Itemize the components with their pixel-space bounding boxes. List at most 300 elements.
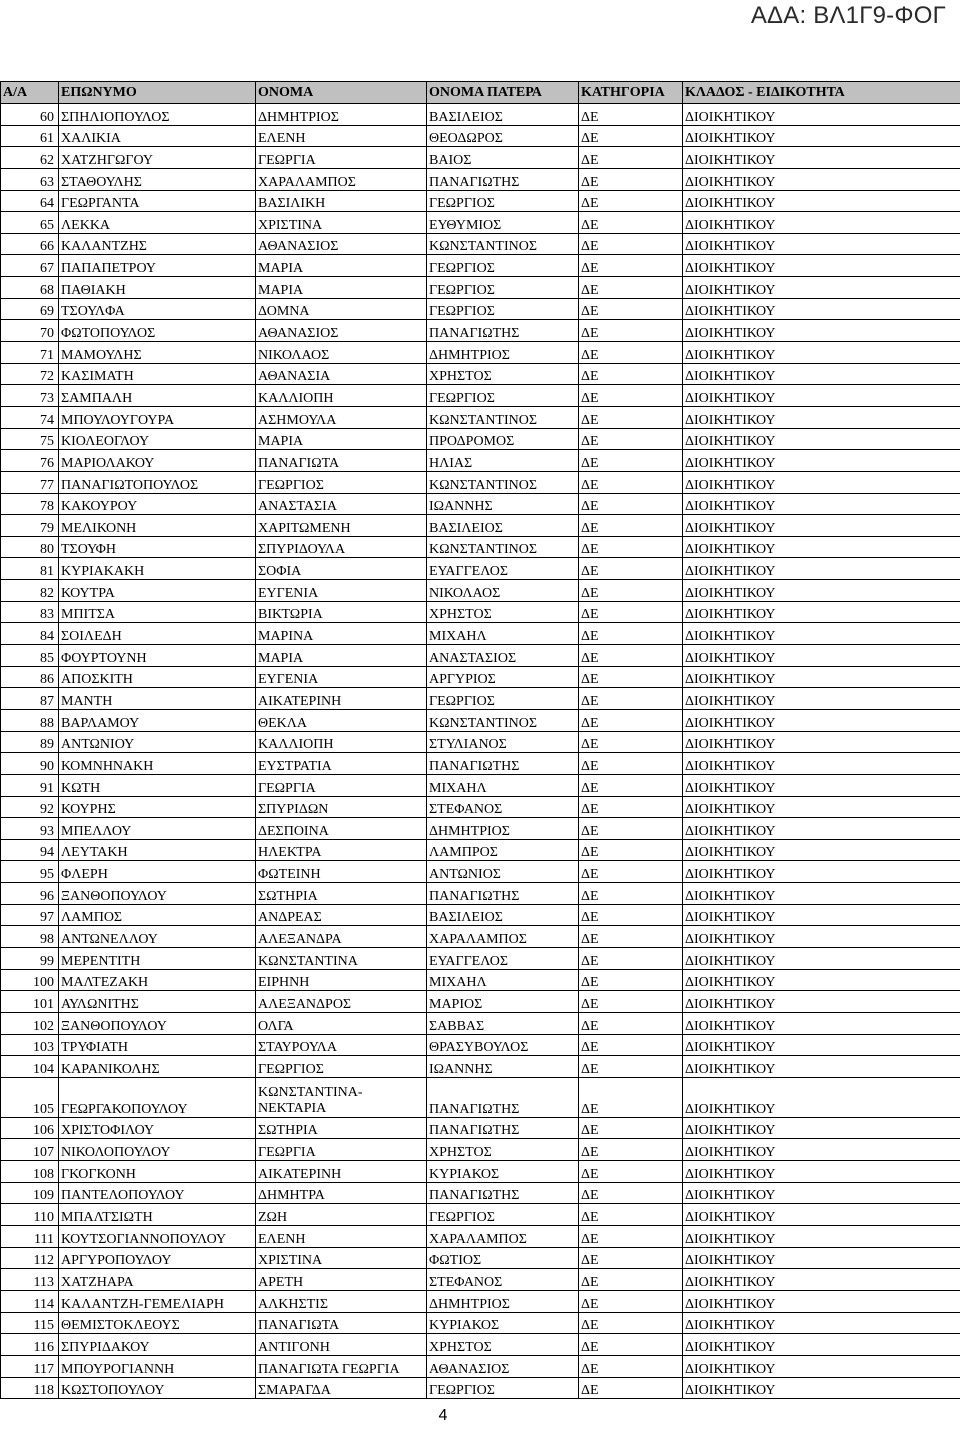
name-cell: ΕΙΡΗΝΗ xyxy=(256,969,427,991)
father-name-cell: ΒΑΣΙΛΕΙΟΣ xyxy=(427,904,579,926)
category-cell: ΔΕ xyxy=(579,1377,683,1399)
father-name-cell: ΛΑΜΠΡΟΣ xyxy=(427,839,579,861)
category-cell: ΔΕ xyxy=(579,147,683,169)
name-cell: ΑΘΑΝΑΣΙΟΣ xyxy=(256,320,427,342)
row-number: 111 xyxy=(1,1226,59,1248)
father-name-cell: ΓΕΩΡΓΙΟΣ xyxy=(427,298,579,320)
col-header-surname: ΕΠΩΝΥΜΟ xyxy=(59,82,256,104)
name-cell: ΑΘΑΝΑΣΙΑ xyxy=(256,363,427,385)
name-cell: ΦΩΤΕΙΝΗ xyxy=(256,861,427,883)
category-cell: ΔΕ xyxy=(579,320,683,342)
surname-cell: ΚΟΥΤΡΑ xyxy=(59,580,256,602)
name-cell: ΜΑΡΙΑ xyxy=(256,645,427,667)
father-name-cell: ΑΘΑΝΑΣΙΟΣ xyxy=(427,1355,579,1377)
row-number: 63 xyxy=(1,168,59,190)
name-cell: ΒΑΣΙΛΙΚΗ xyxy=(256,190,427,212)
branch-cell: ΔΙΟΙΚΗΤΙΚΟΥ xyxy=(683,493,960,515)
surname-cell: ΠΑΘΙΑΚΗ xyxy=(59,277,256,299)
surname-cell: ΛΕΥΤΑΚΗ xyxy=(59,839,256,861)
table-row xyxy=(1,1226,960,1248)
father-name-cell: ΜΙΧΑΗΛ xyxy=(427,969,579,991)
name-cell: ΕΛΕΝΗ xyxy=(256,1226,427,1248)
table-row xyxy=(1,298,960,320)
branch-cell: ΔΙΟΙΚΗΤΙΚΟΥ xyxy=(683,666,960,688)
row-number: 116 xyxy=(1,1334,59,1356)
category-cell: ΔΕ xyxy=(579,991,683,1013)
branch-cell: ΔΙΟΙΚΗΤΙΚΟΥ xyxy=(683,688,960,710)
table-row xyxy=(1,450,960,472)
surname-cell: ΓΕΩΡΓΑΚΟΠΟΥΛΟΥ xyxy=(59,1077,256,1117)
category-cell: ΔΕ xyxy=(579,471,683,493)
branch-cell: ΔΙΟΙΚΗΤΙΚΟΥ xyxy=(683,471,960,493)
branch-cell: ΔΙΟΙΚΗΤΙΚΟΥ xyxy=(683,298,960,320)
father-name-cell: ΧΡΗΣΤΟΣ xyxy=(427,1334,579,1356)
surname-cell: ΛΕΚΚΑ xyxy=(59,212,256,234)
name-cell: ΕΥΣΤΡΑΤΙΑ xyxy=(256,753,427,775)
branch-cell: ΔΙΟΙΚΗΤΙΚΟΥ xyxy=(683,1377,960,1399)
father-name-cell: ΑΝΤΩΝΙΟΣ xyxy=(427,861,579,883)
name-cell: ΑΛΚΗΣΤΙΣ xyxy=(256,1290,427,1312)
ada-code: ΑΔΑ: ΒΛ1Γ9-ΦΟΓ xyxy=(750,2,946,29)
category-cell: ΔΕ xyxy=(579,1247,683,1269)
name-cell: ΧΑΡΑΛΑΜΠΟΣ xyxy=(256,168,427,190)
table-row xyxy=(1,147,960,169)
table-row xyxy=(1,125,960,147)
category-cell: ΔΕ xyxy=(579,947,683,969)
name-cell: ΧΡΙΣΤΙΝΑ xyxy=(256,212,427,234)
table-row xyxy=(1,991,960,1013)
surname-cell: ΑΝΤΩΝΙΟΥ xyxy=(59,731,256,753)
father-name-cell: ΚΥΡΙΑΚΟΣ xyxy=(427,1312,579,1334)
surname-cell: ΜΕΛΙΚΟΝΗ xyxy=(59,515,256,537)
row-number: 76 xyxy=(1,450,59,472)
surname-cell: ΣΠΥΡΙΔΑΚΟΥ xyxy=(59,1334,256,1356)
father-name-cell: ΠΑΝΑΓΙΩΤΗΣ xyxy=(427,1077,579,1117)
staff-table xyxy=(0,81,960,1399)
surname-cell: ΓΚΟΓΚΟΝΗ xyxy=(59,1161,256,1183)
table-row xyxy=(1,1182,960,1204)
table-row xyxy=(1,1139,960,1161)
name-cell: ΚΩΝΣΤΑΝΤΙΝΑ xyxy=(256,947,427,969)
branch-cell: ΔΙΟΙΚΗΤΙΚΟΥ xyxy=(683,947,960,969)
surname-cell: ΧΑΛΙΚΙΑ xyxy=(59,125,256,147)
category-cell: ΔΕ xyxy=(579,428,683,450)
name-cell: ΗΛΕΚΤΡΑ xyxy=(256,839,427,861)
table-row xyxy=(1,1377,960,1399)
father-name-cell: ΣΤΕΦΑΝΟΣ xyxy=(427,796,579,818)
name-cell: ΣΩΤΗΡΙΑ xyxy=(256,883,427,905)
father-name-cell: ΚΩΝΣΤΑΝΤΙΝΟΣ xyxy=(427,233,579,255)
branch-cell: ΔΙΟΙΚΗΤΙΚΟΥ xyxy=(683,363,960,385)
col-header-name: ΟΝΟΜΑ xyxy=(256,82,427,104)
name-cell: ΑΣΗΜΟΥΛΑ xyxy=(256,406,427,428)
row-number: 74 xyxy=(1,406,59,428)
category-cell: ΔΕ xyxy=(579,580,683,602)
father-name-cell: ΓΕΩΡΓΙΟΣ xyxy=(427,1204,579,1226)
surname-cell: ΑΠΟΣΚΙΤΗ xyxy=(59,666,256,688)
branch-cell: ΔΙΟΙΚΗΤΙΚΟΥ xyxy=(683,796,960,818)
branch-cell: ΔΙΟΙΚΗΤΙΚΟΥ xyxy=(683,190,960,212)
father-name-cell: ΗΛΙΑΣ xyxy=(427,450,579,472)
row-number: 62 xyxy=(1,147,59,169)
category-cell: ΔΕ xyxy=(579,1226,683,1248)
name-cell: ΜΑΡΙΑ xyxy=(256,255,427,277)
category-cell: ΔΕ xyxy=(579,1204,683,1226)
surname-cell: ΞΑΝΘΟΠΟΥΛΟΥ xyxy=(59,1012,256,1034)
col-header-father-name: ΟΝΟΜΑ ΠΑΤΕΡΑ xyxy=(427,82,579,104)
name-cell: ΜΑΡΙΑ xyxy=(256,277,427,299)
table-row xyxy=(1,255,960,277)
surname-cell: ΧΑΤΖΗΑΡΑ xyxy=(59,1269,256,1291)
father-name-cell: ΓΕΩΡΓΙΟΣ xyxy=(427,1377,579,1399)
category-cell: ΔΕ xyxy=(579,623,683,645)
branch-cell: ΔΙΟΙΚΗΤΙΚΟΥ xyxy=(683,1269,960,1291)
name-cell: ΧΡΙΣΤΙΝΑ xyxy=(256,1247,427,1269)
name-cell: ΠΑΝΑΓΙΩΤΑ ΓΕΩΡΓΙΑ xyxy=(256,1355,427,1377)
name-cell: ΕΥΓΕΝΙΑ xyxy=(256,580,427,602)
branch-cell: ΔΙΟΙΚΗΤΙΚΟΥ xyxy=(683,926,960,948)
category-cell: ΔΕ xyxy=(579,731,683,753)
row-number: 101 xyxy=(1,991,59,1013)
father-name-cell: ΧΡΗΣΤΟΣ xyxy=(427,1139,579,1161)
branch-cell: ΔΙΟΙΚΗΤΙΚΟΥ xyxy=(683,1117,960,1139)
name-cell: ΓΕΩΡΓΙΑ xyxy=(256,1139,427,1161)
name-cell: ΚΩΝΣΤΑΝΤΙΝΑ-ΝΕΚΤΑΡΙΑ xyxy=(256,1077,427,1117)
surname-cell: ΜΠΙΤΣΑ xyxy=(59,601,256,623)
name-cell: ΖΩΗ xyxy=(256,1204,427,1226)
row-number: 85 xyxy=(1,645,59,667)
father-name-cell: ΑΝΑΣΤΑΣΙΟΣ xyxy=(427,645,579,667)
category-cell: ΔΕ xyxy=(579,774,683,796)
surname-cell: ΣΤΑΘΟΥΛΗΣ xyxy=(59,168,256,190)
surname-cell: ΜΠΑΛΤΣΙΩΤΗ xyxy=(59,1204,256,1226)
surname-cell: ΑΡΓΥΡΟΠΟΥΛΟΥ xyxy=(59,1247,256,1269)
category-cell: ΔΕ xyxy=(579,645,683,667)
surname-cell: ΜΠΟΥΡΟΓΙΑΝΝΗ xyxy=(59,1355,256,1377)
father-name-cell: ΓΕΩΡΓΙΟΣ xyxy=(427,255,579,277)
category-cell: ΔΕ xyxy=(579,904,683,926)
row-number: 84 xyxy=(1,623,59,645)
row-number: 87 xyxy=(1,688,59,710)
table-row xyxy=(1,558,960,580)
row-number: 103 xyxy=(1,1034,59,1056)
row-number: 108 xyxy=(1,1161,59,1183)
row-number: 73 xyxy=(1,385,59,407)
father-name-cell: ΣΤΕΦΑΝΟΣ xyxy=(427,1269,579,1291)
category-cell: ΔΕ xyxy=(579,818,683,840)
father-name-cell: ΜΙΧΑΗΛ xyxy=(427,623,579,645)
name-cell: ΑΛΕΞΑΝΔΡΑ xyxy=(256,926,427,948)
branch-cell: ΔΙΟΙΚΗΤΙΚΟΥ xyxy=(683,731,960,753)
table-row xyxy=(1,212,960,234)
branch-cell: ΔΙΟΙΚΗΤΙΚΟΥ xyxy=(683,904,960,926)
father-name-cell: ΚΥΡΙΑΚΟΣ xyxy=(427,1161,579,1183)
name-cell: ΟΛΓΑ xyxy=(256,1012,427,1034)
table-row xyxy=(1,580,960,602)
father-name-cell: ΜΙΧΑΗΛ xyxy=(427,774,579,796)
row-number: 102 xyxy=(1,1012,59,1034)
name-cell: ΔΗΜΗΤΡΑ xyxy=(256,1182,427,1204)
col-header-branch: ΚΛΑΔΟΣ - ΕΙΔΙΚΟΤΗΤΑ xyxy=(683,82,960,104)
father-name-cell: ΑΡΓΥΡΙΟΣ xyxy=(427,666,579,688)
row-number: 100 xyxy=(1,969,59,991)
table-row xyxy=(1,406,960,428)
father-name-cell: ΚΩΝΣΤΑΝΤΙΝΟΣ xyxy=(427,709,579,731)
category-cell: ΔΕ xyxy=(579,1077,683,1117)
category-cell: ΔΕ xyxy=(579,450,683,472)
table-row xyxy=(1,320,960,342)
name-cell: ΜΑΡΙΝΑ xyxy=(256,623,427,645)
category-cell: ΔΕ xyxy=(579,666,683,688)
father-name-cell: ΧΡΗΣΤΟΣ xyxy=(427,363,579,385)
surname-cell: ΚΟΥΡΗΣ xyxy=(59,796,256,818)
col-header-category: ΚΑΤΗΓΟΡΙΑ xyxy=(579,82,683,104)
row-number: 92 xyxy=(1,796,59,818)
category-cell: ΔΕ xyxy=(579,753,683,775)
name-cell: ΚΑΛΛΙΟΠΗ xyxy=(256,731,427,753)
row-number: 86 xyxy=(1,666,59,688)
surname-cell: ΑΝΤΩΝΕΛΛΟΥ xyxy=(59,926,256,948)
father-name-cell: ΧΡΗΣΤΟΣ xyxy=(427,601,579,623)
table-row xyxy=(1,233,960,255)
category-cell: ΔΕ xyxy=(579,298,683,320)
name-cell: ΑΛΕΞΑΝΔΡΟΣ xyxy=(256,991,427,1013)
surname-cell: ΘΕΜΙΣΤΟΚΛΕΟΥΣ xyxy=(59,1312,256,1334)
name-cell: ΒΙΚΤΩΡΙΑ xyxy=(256,601,427,623)
category-cell: ΔΕ xyxy=(579,536,683,558)
name-cell: ΚΑΛΛΙΟΠΗ xyxy=(256,385,427,407)
father-name-cell: ΠΑΝΑΓΙΩΤΗΣ xyxy=(427,1117,579,1139)
category-cell: ΔΕ xyxy=(579,1269,683,1291)
father-name-cell: ΣΑΒΒΑΣ xyxy=(427,1012,579,1034)
table-row xyxy=(1,493,960,515)
table-row xyxy=(1,753,960,775)
table-row xyxy=(1,1290,960,1312)
branch-cell: ΔΙΟΙΚΗΤΙΚΟΥ xyxy=(683,1226,960,1248)
table-row xyxy=(1,428,960,450)
surname-cell: ΓΕΩΡΓΑΝΤΑ xyxy=(59,190,256,212)
category-cell: ΔΕ xyxy=(579,493,683,515)
table-row xyxy=(1,1077,960,1117)
category-cell: ΔΕ xyxy=(579,969,683,991)
table-row xyxy=(1,688,960,710)
surname-cell: ΤΣΟΥΛΦΑ xyxy=(59,298,256,320)
row-number: 65 xyxy=(1,212,59,234)
branch-cell: ΔΙΟΙΚΗΤΙΚΟΥ xyxy=(683,1034,960,1056)
father-name-cell: ΠΑΝΑΓΙΩΤΗΣ xyxy=(427,320,579,342)
branch-cell: ΔΙΟΙΚΗΤΙΚΟΥ xyxy=(683,1334,960,1356)
row-number: 80 xyxy=(1,536,59,558)
category-cell: ΔΕ xyxy=(579,125,683,147)
category-cell: ΔΕ xyxy=(579,601,683,623)
name-cell: ΘΕΚΛΑ xyxy=(256,709,427,731)
branch-cell: ΔΙΟΙΚΗΤΙΚΟΥ xyxy=(683,515,960,537)
table-row xyxy=(1,623,960,645)
row-number: 91 xyxy=(1,774,59,796)
row-number: 81 xyxy=(1,558,59,580)
father-name-cell: ΚΩΝΣΤΑΝΤΙΝΟΣ xyxy=(427,536,579,558)
father-name-cell: ΧΑΡΑΛΑΜΠΟΣ xyxy=(427,1226,579,1248)
surname-cell: ΜΑΝΤΗ xyxy=(59,688,256,710)
branch-cell: ΔΙΟΙΚΗΤΙΚΟΥ xyxy=(683,1182,960,1204)
father-name-cell: ΙΩΑΝΝΗΣ xyxy=(427,493,579,515)
row-number: 89 xyxy=(1,731,59,753)
branch-cell: ΔΙΟΙΚΗΤΙΚΟΥ xyxy=(683,645,960,667)
table-row xyxy=(1,1204,960,1226)
father-name-cell: ΕΥΑΓΓΕΛΟΣ xyxy=(427,558,579,580)
row-number: 66 xyxy=(1,233,59,255)
row-number: 109 xyxy=(1,1182,59,1204)
category-cell: ΔΕ xyxy=(579,342,683,364)
name-cell: ΓΕΩΡΓΙΑ xyxy=(256,147,427,169)
surname-cell: ΧΑΤΖΗΓΩΓΟΥ xyxy=(59,147,256,169)
table-row xyxy=(1,731,960,753)
surname-cell: ΤΡΥΦΙΑΤΗ xyxy=(59,1034,256,1056)
table-row xyxy=(1,796,960,818)
category-cell: ΔΕ xyxy=(579,1334,683,1356)
father-name-cell: ΔΗΜΗΤΡΙΟΣ xyxy=(427,342,579,364)
row-number: 70 xyxy=(1,320,59,342)
row-number: 75 xyxy=(1,428,59,450)
category-cell: ΔΕ xyxy=(579,406,683,428)
branch-cell: ΔΙΟΙΚΗΤΙΚΟΥ xyxy=(683,1056,960,1078)
name-cell: ΝΙΚΟΛΑΟΣ xyxy=(256,342,427,364)
table-row xyxy=(1,1012,960,1034)
branch-cell: ΔΙΟΙΚΗΤΙΚΟΥ xyxy=(683,839,960,861)
table-row xyxy=(1,969,960,991)
row-number: 110 xyxy=(1,1204,59,1226)
row-number: 106 xyxy=(1,1117,59,1139)
category-cell: ΔΕ xyxy=(579,883,683,905)
name-cell: ΓΕΩΡΓΙΟΣ xyxy=(256,471,427,493)
category-cell: ΔΕ xyxy=(579,558,683,580)
category-cell: ΔΕ xyxy=(579,385,683,407)
branch-cell: ΔΙΟΙΚΗΤΙΚΟΥ xyxy=(683,450,960,472)
branch-cell: ΔΙΟΙΚΗΤΙΚΟΥ xyxy=(683,233,960,255)
row-number: 99 xyxy=(1,947,59,969)
name-cell: ΕΥΓΕΝΙΑ xyxy=(256,666,427,688)
table-row xyxy=(1,666,960,688)
name-cell: ΑΝΑΣΤΑΣΙΑ xyxy=(256,493,427,515)
branch-cell: ΔΙΟΙΚΗΤΙΚΟΥ xyxy=(683,1077,960,1117)
category-cell: ΔΕ xyxy=(579,1161,683,1183)
name-cell: ΠΑΝΑΓΙΩΤΑ xyxy=(256,1312,427,1334)
table-body xyxy=(1,104,960,1399)
table-row xyxy=(1,861,960,883)
table-row xyxy=(1,926,960,948)
father-name-cell: ΧΑΡΑΛΑΜΠΟΣ xyxy=(427,926,579,948)
name-cell: ΑΙΚΑΤΕΡΙΝΗ xyxy=(256,1161,427,1183)
branch-cell: ΔΙΟΙΚΗΤΙΚΟΥ xyxy=(683,277,960,299)
name-cell: ΧΑΡΙΤΩΜΕΝΗ xyxy=(256,515,427,537)
table-row xyxy=(1,104,960,126)
col-header-aa: Α/Α xyxy=(1,82,59,104)
category-cell: ΔΕ xyxy=(579,168,683,190)
category-cell: ΔΕ xyxy=(579,104,683,126)
father-name-cell: ΒΑΙΟΣ xyxy=(427,147,579,169)
surname-cell: ΚΑΛΑΝΤΖΗ-ΓΕΜΕΛΙΑΡΗ xyxy=(59,1290,256,1312)
branch-cell: ΔΙΟΙΚΗΤΙΚΟΥ xyxy=(683,1312,960,1334)
surname-cell: ΧΡΙΣΤΟΦΙΛΟΥ xyxy=(59,1117,256,1139)
surname-cell: ΜΑΜΟΥΛΗΣ xyxy=(59,342,256,364)
surname-cell: ΠΑΠΑΠΕΤΡΟΥ xyxy=(59,255,256,277)
table-row xyxy=(1,168,960,190)
surname-cell: ΚΩΤΗ xyxy=(59,774,256,796)
father-name-cell: ΙΩΑΝΝΗΣ xyxy=(427,1056,579,1078)
name-cell: ΑΝΤΙΓΟΝΗ xyxy=(256,1334,427,1356)
table-row xyxy=(1,363,960,385)
row-number: 88 xyxy=(1,709,59,731)
surname-cell: ΜΑΛΤΕΖΑΚΗ xyxy=(59,969,256,991)
surname-cell: ΛΑΜΠΟΣ xyxy=(59,904,256,926)
row-number: 104 xyxy=(1,1056,59,1078)
name-cell: ΓΕΩΡΓΙΟΣ xyxy=(256,1056,427,1078)
row-number: 118 xyxy=(1,1377,59,1399)
father-name-cell: ΝΙΚΟΛΑΟΣ xyxy=(427,580,579,602)
row-number: 115 xyxy=(1,1312,59,1334)
father-name-cell: ΕΥΘΥΜΙΟΣ xyxy=(427,212,579,234)
table-header-row xyxy=(1,82,960,104)
row-number: 68 xyxy=(1,277,59,299)
branch-cell: ΔΙΟΙΚΗΤΙΚΟΥ xyxy=(683,212,960,234)
father-name-cell: ΒΑΣΙΛΕΙΟΣ xyxy=(427,515,579,537)
row-number: 82 xyxy=(1,580,59,602)
branch-cell: ΔΙΟΙΚΗΤΙΚΟΥ xyxy=(683,623,960,645)
row-number: 113 xyxy=(1,1269,59,1291)
father-name-cell: ΔΗΜΗΤΡΙΟΣ xyxy=(427,1290,579,1312)
father-name-cell: ΠΑΝΑΓΙΩΤΗΣ xyxy=(427,753,579,775)
row-number: 96 xyxy=(1,883,59,905)
name-cell: ΔΕΣΠΟΙΝΑ xyxy=(256,818,427,840)
row-number: 79 xyxy=(1,515,59,537)
surname-cell: ΜΠΟΥΛΟΥΓΟΥΡΑ xyxy=(59,406,256,428)
name-cell: ΔΟΜΝΑ xyxy=(256,298,427,320)
table-row xyxy=(1,1334,960,1356)
father-name-cell: ΚΩΝΣΤΑΝΤΙΝΟΣ xyxy=(427,471,579,493)
table-row xyxy=(1,190,960,212)
father-name-cell: ΘΕΟΔΩΡΟΣ xyxy=(427,125,579,147)
row-number: 78 xyxy=(1,493,59,515)
branch-cell: ΔΙΟΙΚΗΤΙΚΟΥ xyxy=(683,883,960,905)
table-row xyxy=(1,277,960,299)
row-number: 94 xyxy=(1,839,59,861)
row-number: 69 xyxy=(1,298,59,320)
table-row xyxy=(1,1117,960,1139)
name-cell: ΔΗΜΗΤΡΙΟΣ xyxy=(256,104,427,126)
table-row xyxy=(1,709,960,731)
branch-cell: ΔΙΟΙΚΗΤΙΚΟΥ xyxy=(683,536,960,558)
father-name-cell: ΓΕΩΡΓΙΟΣ xyxy=(427,688,579,710)
row-number: 61 xyxy=(1,125,59,147)
table-row xyxy=(1,536,960,558)
table-row xyxy=(1,645,960,667)
table-row xyxy=(1,1247,960,1269)
name-cell: ΣΤΑΥΡΟΥΛΑ xyxy=(256,1034,427,1056)
name-cell: ΠΑΝΑΓΙΩΤΑ xyxy=(256,450,427,472)
row-number: 83 xyxy=(1,601,59,623)
father-name-cell: ΦΩΤΙΟΣ xyxy=(427,1247,579,1269)
table-row xyxy=(1,385,960,407)
father-name-cell: ΜΑΡΙΟΣ xyxy=(427,991,579,1013)
surname-cell: ΚΑΚΟΥΡΟΥ xyxy=(59,493,256,515)
table-row xyxy=(1,342,960,364)
father-name-cell: ΓΕΩΡΓΙΟΣ xyxy=(427,385,579,407)
category-cell: ΔΕ xyxy=(579,1056,683,1078)
row-number: 60 xyxy=(1,104,59,126)
row-number: 93 xyxy=(1,818,59,840)
surname-cell: ΞΑΝΘΟΠΟΥΛΟΥ xyxy=(59,883,256,905)
surname-cell: ΚΙΟΛΕΟΓΛΟΥ xyxy=(59,428,256,450)
